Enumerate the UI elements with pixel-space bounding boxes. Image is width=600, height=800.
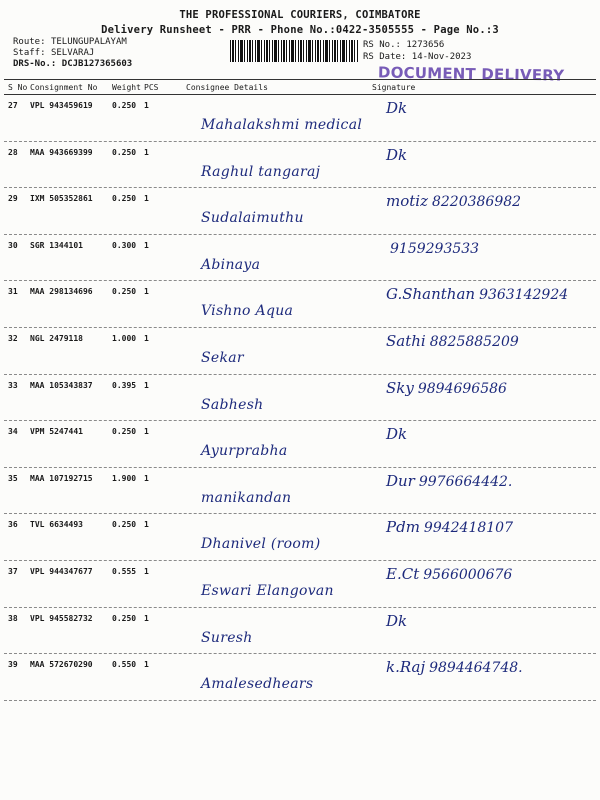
row-weight: 0.250 (112, 194, 137, 204)
col-pcs: PCS (144, 82, 159, 92)
company-title: THE PROFESSIONAL COURIERS, COIMBATORE (179, 9, 421, 21)
row-consignment: VPL 944347677 (30, 566, 93, 576)
row-sno: 33 (8, 380, 18, 390)
signature (386, 192, 521, 210)
signature-mark: Dk (386, 145, 408, 164)
rs-date-value: 14-Nov-2023 (411, 51, 472, 62)
row-pcs: 1 (144, 427, 149, 437)
rs-no-label: RS No.: (363, 40, 401, 50)
row-sno: 28 (8, 147, 18, 157)
row-fields (4, 241, 186, 250)
row-fields (4, 381, 186, 390)
row-pcs: 1 (144, 660, 149, 670)
row-sno: 31 (8, 287, 18, 297)
signature (386, 518, 513, 536)
row-consignment: IXM 505352861 (30, 194, 93, 204)
consignee-name: Sekar (201, 349, 244, 366)
signature-phone: 8220386982 (431, 194, 522, 211)
signature-mark: Dur (386, 471, 415, 490)
col-weight: Weight (112, 82, 141, 92)
rs-info (363, 40, 471, 63)
row-consignment: VPM 5247441 (30, 427, 83, 437)
row-weight: 0.250 (112, 613, 137, 623)
row-sno: 29 (8, 194, 18, 204)
signature-phone: 8825885209 (429, 333, 519, 350)
consignee-name: Raghul tangaraj (201, 163, 321, 180)
row-fields (4, 101, 186, 110)
signature-mark: Pdm (386, 518, 420, 537)
table-row (4, 95, 596, 142)
table-header (4, 79, 596, 95)
signature (386, 658, 523, 676)
table-row (4, 608, 596, 655)
table-row (4, 514, 596, 561)
row-weight: 0.250 (112, 101, 137, 110)
row-sno: 30 (8, 240, 18, 250)
row-weight: 1.900 (112, 473, 137, 483)
row-consignment: MAA 105343837 (30, 380, 93, 390)
row-fields (4, 520, 186, 529)
route-label: Route: (13, 37, 46, 47)
signature-mark: Dk (386, 611, 408, 630)
table-row (4, 328, 596, 375)
row-sno: 37 (8, 566, 18, 576)
drs-line (13, 59, 132, 70)
signature-mark: motiz (386, 192, 428, 211)
row-pcs: 1 (144, 194, 149, 204)
row-fields (4, 614, 186, 623)
row-weight: 0.550 (112, 660, 137, 670)
consignee-name: Mahalakshmi medical (201, 117, 363, 133)
row-weight: 0.300 (112, 240, 137, 250)
row-sno: 34 (8, 427, 18, 437)
rs-no-line (363, 40, 471, 52)
table-row (4, 142, 596, 189)
row-sno: 32 (8, 333, 18, 343)
row-weight: 1.000 (112, 333, 137, 343)
table-row (4, 561, 596, 608)
row-weight: 0.555 (112, 566, 137, 576)
row-sno: 35 (8, 473, 18, 483)
signature-phone: 9566000676 (423, 566, 513, 583)
row-pcs: 1 (144, 566, 149, 576)
row-sno: 36 (8, 520, 18, 530)
signature-phone: 9363142924 (479, 287, 569, 304)
rs-date-label: RS Date: (363, 51, 407, 62)
signature (386, 332, 519, 350)
row-pcs: 1 (144, 240, 149, 250)
signature-phone: 9159293533 (390, 240, 480, 257)
row-sno: 39 (8, 660, 18, 670)
row-consignment: SGR 1344101 (30, 240, 83, 250)
row-fields (4, 474, 186, 483)
table-row (4, 188, 596, 235)
row-pcs: 1 (144, 380, 149, 390)
row-consignment: VPL 945582732 (30, 613, 93, 623)
consignee-name: Sabhesh (201, 396, 264, 413)
signature-phone: 9894696586 (417, 380, 507, 397)
row-pcs: 1 (144, 101, 149, 110)
row-consignment: NGL 2479118 (30, 333, 83, 343)
signature (386, 472, 512, 490)
row-consignment: MAA 107192715 (30, 473, 93, 483)
route-value: TELUNGUPALAYAM (50, 37, 127, 47)
row-consignment: MAA 298134696 (30, 287, 93, 297)
row-weight: 0.250 (112, 287, 137, 297)
signature (386, 99, 411, 117)
row-weight: 0.250 (112, 427, 137, 437)
signature-phone: 9942418107 (423, 520, 513, 537)
table-row (4, 375, 596, 422)
staff-line (13, 48, 132, 59)
signature-mark: G.Shanthan (386, 285, 476, 304)
signature-mark: Sathi (386, 331, 426, 350)
col-consignment: Consignment No (30, 82, 98, 92)
row-pcs: 1 (144, 473, 149, 483)
table-row (4, 468, 596, 515)
rs-no-value: 1273656 (406, 40, 445, 50)
consignee-name: Amalesedhears (201, 676, 314, 693)
row-consignment: MAA 943669399 (30, 147, 93, 157)
row-consignment: MAA 572670290 (30, 660, 93, 670)
signature (386, 612, 411, 630)
consignee-name: manikandan (201, 489, 292, 506)
row-fields (4, 334, 186, 343)
row-fields (4, 427, 186, 436)
row-fields (4, 660, 186, 669)
table-row (4, 235, 596, 282)
signature (386, 146, 411, 164)
consignee-name: Suresh (201, 629, 253, 646)
signature (386, 565, 512, 583)
row-pcs: 1 (144, 520, 149, 530)
signature (386, 379, 507, 397)
runsheet-table (4, 79, 596, 701)
row-pcs: 1 (144, 147, 149, 157)
row-sno: 27 (8, 101, 18, 110)
signature-mark: Dk (386, 99, 408, 117)
col-signature: Signature (372, 82, 416, 92)
row-pcs: 1 (144, 613, 149, 623)
runsheet-subtitle: Delivery Runsheet - PRR - Phone No.:0422-3505555 - Page No.:3 (101, 24, 499, 36)
table-body (4, 95, 596, 701)
row-consignment: TVL 6634493 (30, 520, 83, 530)
consignee-name: Vishno Aqua (201, 303, 294, 320)
signature-phone: 9976664442. (418, 473, 513, 490)
rs-date-line (363, 52, 471, 64)
row-weight: 0.395 (112, 380, 137, 390)
signature (386, 425, 411, 443)
signature-phone: 9894464748. (429, 660, 523, 677)
consignee-name: Dhanivel (room) (201, 536, 321, 553)
row-weight: 0.250 (112, 147, 137, 157)
signature-mark: E.Ct (386, 564, 420, 583)
row-consignment: VPL 943459619 (30, 101, 93, 110)
table-row (4, 421, 596, 468)
signature-mark: Dk (386, 425, 408, 444)
staff-label: Staff: (13, 48, 46, 58)
col-sno: S No (8, 82, 28, 92)
staff-value: SELVARAJ (50, 48, 95, 58)
consignee-name: Abinaya (201, 256, 261, 273)
table-row (4, 281, 596, 328)
table-row (4, 654, 596, 701)
row-fields (4, 287, 186, 296)
drs-value: DCJB127365603 (61, 59, 133, 69)
signature (386, 285, 568, 303)
row-fields (4, 567, 186, 576)
col-details: Consignee Details (186, 82, 268, 92)
row-pcs: 1 (144, 333, 149, 343)
consignee-name: Sudalaimuthu (201, 210, 304, 227)
route-info (13, 37, 132, 70)
signature-mark: Sky (386, 378, 414, 397)
row-pcs: 1 (144, 287, 149, 297)
signature-mark: k.Raj (386, 658, 426, 677)
row-sno: 38 (8, 613, 18, 623)
route-line (13, 37, 132, 48)
barcode-image (230, 40, 358, 62)
consignee-name: Eswari Elangovan (201, 582, 334, 599)
row-fields (4, 148, 186, 157)
drs-label: DRS-No.: (13, 59, 57, 69)
document-delivery-stamp: DOCUMENT DELIVERY (377, 63, 565, 85)
row-weight: 0.250 (112, 520, 137, 530)
signature (386, 239, 479, 257)
consignee-name: Ayurprabha (201, 443, 288, 460)
row-fields (4, 194, 186, 203)
